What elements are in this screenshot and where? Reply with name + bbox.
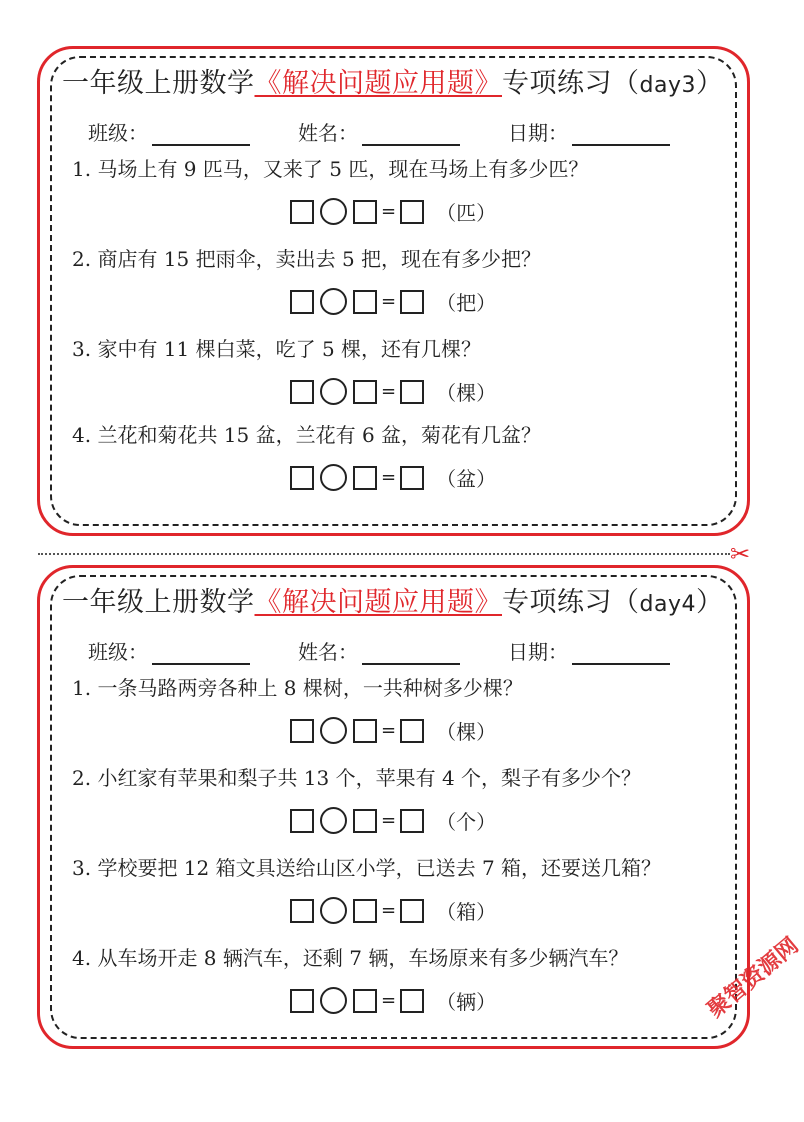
name-label: 姓名：	[298, 640, 358, 664]
equation-row	[290, 287, 496, 316]
worksheet-card-day4	[37, 565, 750, 1049]
date-blank[interactable]	[572, 124, 670, 146]
title-suffix: 专项练习（	[502, 68, 640, 99]
unit-label: （个）	[436, 810, 497, 834]
class-label: 班级：	[88, 640, 148, 664]
name-label: 姓名：	[298, 121, 358, 145]
unit-label: （棵）	[436, 720, 497, 744]
result-box[interactable]	[400, 899, 424, 923]
title-close: ）	[695, 68, 724, 99]
worksheet-title	[62, 61, 723, 100]
answer-box[interactable]	[290, 719, 314, 743]
question-text: 3. 学校要把 12 箱文具送给山区小学，已送去 7 箱，还要送几箱？	[72, 856, 662, 880]
unit-label: （匹）	[436, 201, 497, 225]
unit-label: （辆）	[436, 990, 497, 1014]
equals-sign: =	[381, 201, 397, 222]
question-text: 4. 从车场开走 8 辆汽车，还剩 7 辆，车场原来有多少辆汽车？	[72, 946, 629, 970]
title-day: day3	[639, 73, 696, 98]
answer-box[interactable]	[353, 719, 377, 743]
answer-box[interactable]	[290, 809, 314, 833]
operator-circle[interactable]	[320, 807, 347, 834]
result-box[interactable]	[400, 809, 424, 833]
equation-row	[290, 806, 496, 835]
answer-box[interactable]	[290, 466, 314, 490]
title-highlight: 《解决问题应用题》	[254, 587, 502, 618]
equals-sign: =	[381, 900, 397, 921]
date-label: 日期：	[508, 121, 568, 145]
equals-sign: =	[381, 291, 397, 312]
class-blank[interactable]	[152, 124, 250, 146]
equation-row	[290, 896, 496, 925]
answer-box[interactable]	[353, 200, 377, 224]
title-highlight: 《解决问题应用题》	[254, 68, 502, 99]
title-day: day4	[639, 592, 696, 617]
question-text: 2. 商店有 15 把雨伞，卖出去 5 把，现在有多少把？	[72, 247, 542, 271]
answer-box[interactable]	[353, 989, 377, 1013]
unit-label: （棵）	[436, 381, 497, 405]
operator-circle[interactable]	[320, 288, 347, 315]
result-box[interactable]	[400, 719, 424, 743]
result-box[interactable]	[400, 466, 424, 490]
unit-label: （盆）	[436, 467, 497, 491]
question-text: 1. 一条马路两旁各种上 8 棵树，一共种树多少棵？	[72, 676, 523, 700]
title-close: ）	[695, 587, 724, 618]
answer-box[interactable]	[290, 899, 314, 923]
result-box[interactable]	[400, 989, 424, 1013]
question-text: 3. 家中有 11 棵白菜，吃了 5 棵，还有几棵？	[72, 337, 482, 361]
equals-sign: =	[381, 990, 397, 1011]
answer-box[interactable]	[353, 899, 377, 923]
unit-label: （箱）	[436, 900, 497, 924]
result-box[interactable]	[400, 380, 424, 404]
unit-label: （把）	[436, 291, 497, 315]
equation-row	[290, 716, 496, 745]
question-text: 2. 小红家有苹果和梨子共 13 个，苹果有 4 个，梨子有多少个？	[72, 766, 642, 790]
worksheet-card-day3	[37, 46, 750, 536]
equation-row	[290, 197, 496, 226]
name-blank[interactable]	[362, 124, 460, 146]
date-blank[interactable]	[572, 643, 670, 665]
answer-box[interactable]	[353, 809, 377, 833]
answer-box[interactable]	[290, 380, 314, 404]
operator-circle[interactable]	[320, 464, 347, 491]
answer-box[interactable]	[290, 290, 314, 314]
operator-circle[interactable]	[320, 717, 347, 744]
equation-row	[290, 377, 496, 406]
class-label: 班级：	[88, 121, 148, 145]
answer-box[interactable]	[353, 380, 377, 404]
result-box[interactable]	[400, 200, 424, 224]
equals-sign: =	[381, 810, 397, 831]
answer-box[interactable]	[353, 466, 377, 490]
title-prefix: 一年级上册数学	[62, 587, 255, 618]
question-text: 4. 兰花和菊花共 15 盆，兰花有 6 盆，菊花有几盆？	[72, 423, 542, 447]
equals-sign: =	[381, 467, 397, 488]
student-info-row	[88, 117, 708, 146]
name-blank[interactable]	[362, 643, 460, 665]
title-prefix: 一年级上册数学	[62, 68, 255, 99]
equation-row	[290, 986, 496, 1015]
date-label: 日期：	[508, 640, 568, 664]
scissors-icon: ✂	[730, 540, 751, 568]
worksheet-title	[62, 580, 723, 619]
answer-box[interactable]	[290, 200, 314, 224]
equals-sign: =	[381, 720, 397, 741]
question-text: 1. 马场上有 9 匹马，又来了 5 匹，现在马场上有多少匹？	[72, 157, 589, 181]
watermark-text: 聚智资源网	[703, 933, 804, 1023]
title-suffix: 专项练习（	[502, 587, 640, 618]
equation-row	[290, 463, 496, 492]
operator-circle[interactable]	[320, 378, 347, 405]
operator-circle[interactable]	[320, 987, 347, 1014]
operator-circle[interactable]	[320, 897, 347, 924]
student-info-row	[88, 636, 708, 665]
class-blank[interactable]	[152, 643, 250, 665]
result-box[interactable]	[400, 290, 424, 314]
answer-box[interactable]	[290, 989, 314, 1013]
equals-sign: =	[381, 381, 397, 402]
cut-line	[38, 553, 730, 555]
answer-box[interactable]	[353, 290, 377, 314]
operator-circle[interactable]	[320, 198, 347, 225]
